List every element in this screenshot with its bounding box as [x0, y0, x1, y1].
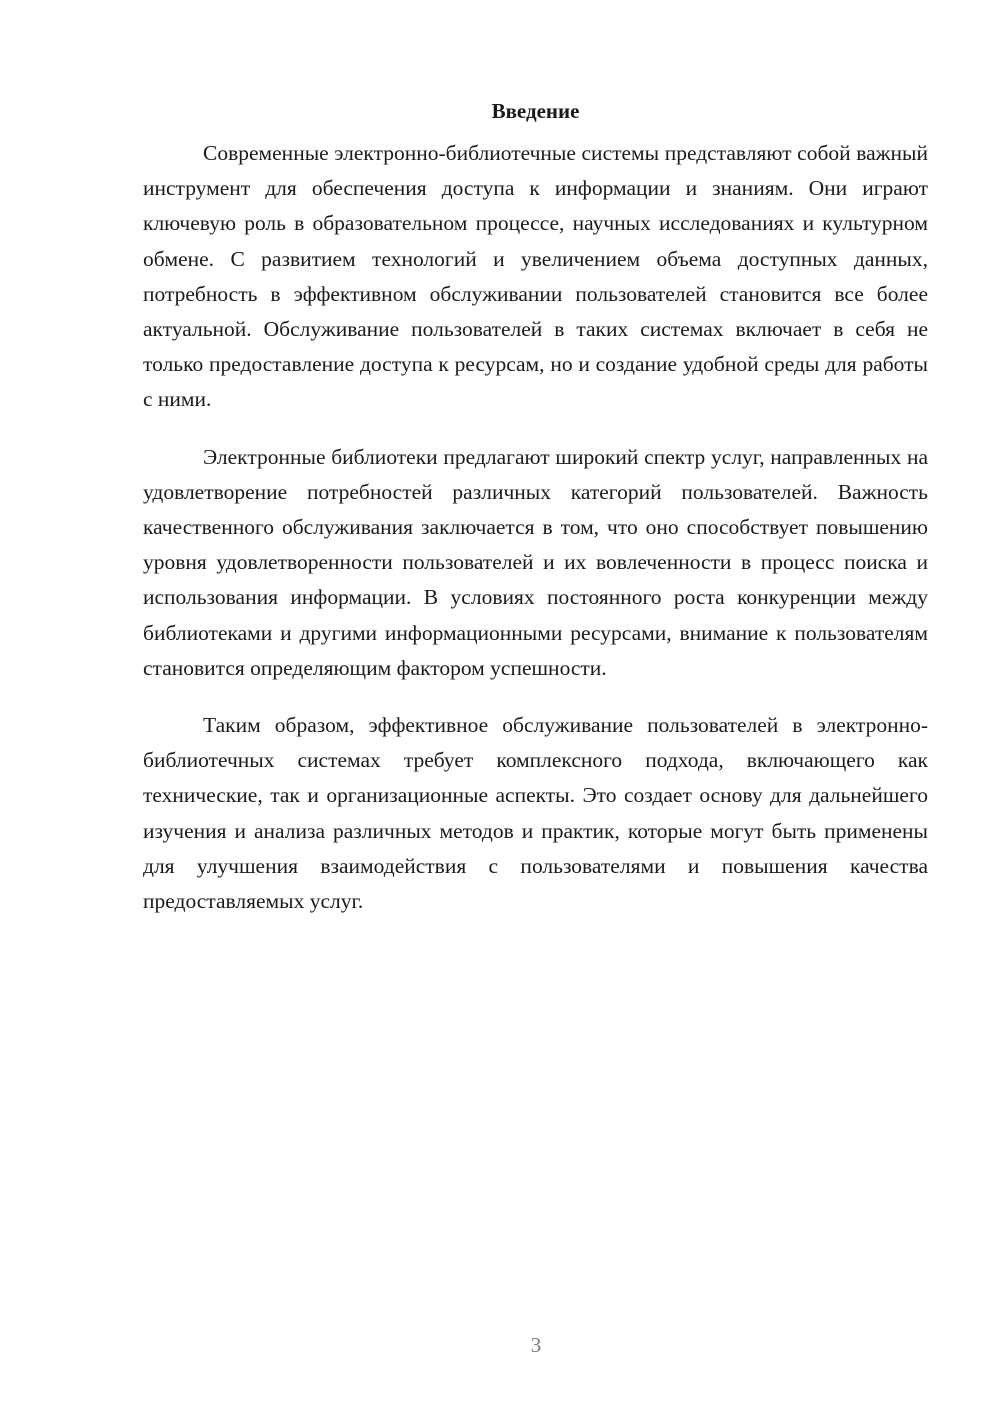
- page-content: [143, 96, 928, 941]
- paragraph-2: Электронные библиотеки предлагают широкий спектр услуг, направленных на удовлетворение потребностей различных категорий пользователей. Важность качественного обслуживания заключается в том, что оно способствует повышению уровня удовлетворенности пользователей и их вовлеченности в процесс поиска и использования информации. В условиях постоянного роста конкуренции между библиотеками и другими информационными ресурсами, внимание к пользователям становится определяющим фактором успешности.: [143, 444, 928, 680]
- paragraph-3: Таким образом, эффективное обслуживание пользователей в электронно-библиотечных системах требует комплексного подхода, включающего как технические, так и организационные аспекты. Это создает основу для дальнейшего изучения и анализа различных методов и практик, которые могут быть применены для улучшения взаимодействия с пользователями и повышения качества предоставляемых услуг.: [143, 713, 928, 914]
- paragraph-1: Современные электронно-библиотечные системы представляют собой важный инструмент для обеспечения доступа к информации и знаниям. Они играют ключевую роль в образовательном процессе, научных исследованиях и культурном обмене. С развитием технологий и увеличением объема доступных данных, потребность в эффективном обслуживании пользователей становится все более актуальной. Обслуживание пользователей в таких системах включает в себя не только предоставление доступа к ресурсам, но и создание удобной среды для работы с ними.: [143, 141, 928, 412]
- page-number: 3: [530, 1333, 542, 1357]
- section-title: Введение: [491, 99, 580, 123]
